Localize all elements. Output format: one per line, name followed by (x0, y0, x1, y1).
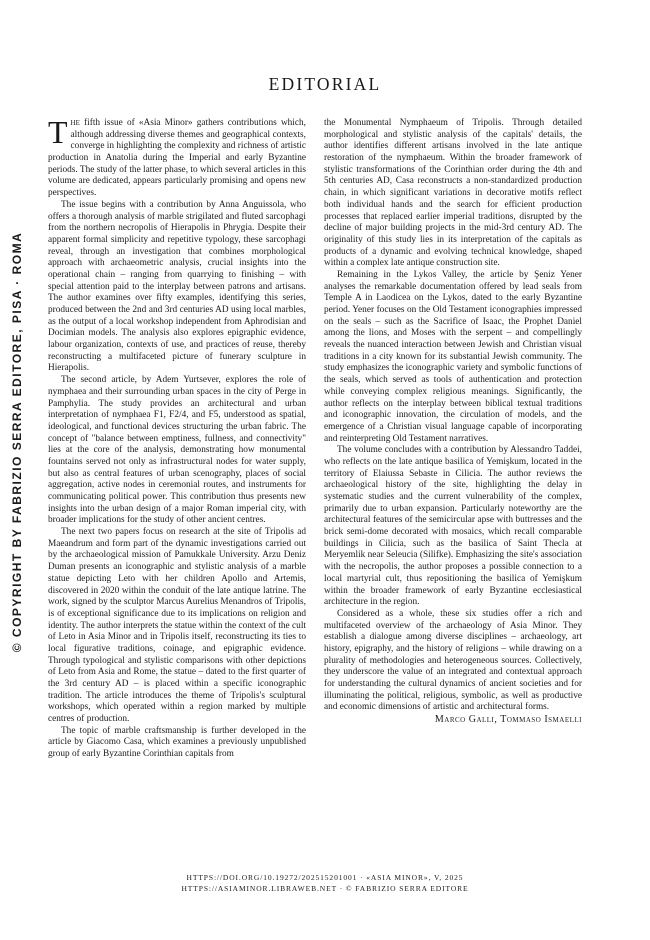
footer-website: HTTPS://ASIAMINOR.LIBRAWEB.NET · © FABRIZIO SERRA EDITORE (181, 884, 469, 893)
paragraph-casa-intro: The topic of marble craftsmanship is further developed in the article by Giacomo Casa, which examines a previously unpublished group of early Byzantine Corinthian capitals from (48, 725, 306, 760)
paragraph-yener: Remaining in the Lykos Valley, the article by Şeniz Yener analyses the remarkable documentation offered by lead seals from Temple A in Laodicea on the Lykos, dated to the early Byzantine period. Yener focuses on the Old Testament iconographies impressed on the seals – such as the Sacrifice of Isaac, the Prophet Daniel among the lions, and Moses with the serpent – and compellingly reveals the nuanced interaction between Jewish and Christian visual traditions in a city known for its substantial Jewish community. The study emphasizes the iconographic variety and symbolic functions of the seals, which served as tools of authentication and protection while conveying complex religious meanings. Significantly, the author reflects on the interplay between biblical textual traditions and iconographic innovation, the circulation of models, and the emergence of a Christian visual language capable of incorporating and reinterpreting Old Testament narratives. (324, 269, 582, 444)
footer-doi: HTTPS://DOI.ORG/10.19272/202515201001 · «ASIA MINOR», V, 2025 (186, 873, 464, 882)
left-column (48, 114, 306, 761)
intro-text: fifth issue of «Asia Minor» gathers contributions which, although addressing diverse themes and geographical contexts, converge in highlighting the complexity and richness of artistic production in Anatolia during the Imperial and early Byzantine periods. The study of the latter phase, to which several articles in this volume are dedicated, appears particularly promising and opens new perspectives. (48, 118, 306, 199)
paragraph-intro (48, 114, 306, 200)
paragraph-taddei: The volume concludes with a contribution by Alessandro Taddei, who reflects on the late antique basilica of Yemişkum, located in the territory of Elaiussa Sebaste in Cilicia. The author reviews the archaeological history of the site, highlighting the delay in systematic studies and the current vulnerability of the complex, primarily due to urban expansion. Particularly noteworthy are the architectural features of the semicircular apse with buttresses and the brick semi-dome decorated with mosaics, which recall comparable buildings in Cilicia, such as the basilica of Saint Thecla at Meryemlik near Seleucia (Silifke). Emphasizing the site's association with the necropolis, the author proposes a possible connection to a local martyrial cult, thus repositioning the basilica of Yemişkum within the broader framework of early Byzantine ecclesiastical architecture in the region. (324, 445, 582, 608)
paragraph-duman: The next two papers focus on research at the site of Tripolis ad Maeandrum and form part of the dynamic investigations carried out by the archaeological mission of Pamukkale University. Arzu Deniz Duman presents an iconographic and stylistic analysis of a marble statue depicting Leto with her children Apollo and Artemis, discovered in 2020 within the conduit of the late antique latrine. The work, signed by the sculptor Marcus Aurelius Menandros of Tripolis, is of exceptional significance due to its implications on religion and identity. The author interprets the statue within the context of the cult of Leto in Asia Minor and in Tripolis itself, reconstructing its ties to local figurative traditions, coinage, and epigraphic evidence. Through typological and stylistic comparisons with other depictions of Leto from Asia and Rome, the statue – dated to the first quarter of the 3rd century AD – is placed within a specific iconographic tradition. The article introduces the theme of Tripolis's sculptural workshops, which operated within a region marked by multiple centres of production. (48, 527, 306, 725)
paragraph-casa-cont: the Monumental Nymphaeum of Tripolis. Through detailed morphological and stylistic analysis of the capitals' details, the author identifies different artisans involved in the late antique restoration of the nymphaeum. Within the broader framework of stylistic transformations of the Corinthian order during the 4th and 5th centuries AD, Casa reconstructs a non-standardized production chain, in which significant variations in decorative motifs reflect both individual hands and the search for efficient production processes that replaced earlier imperial traditions, disrupted by the decline of major building projects in the mid-3rd century AD. The originality of this study lies in its interpretation of the capitals as products of a dynamic and evolving technical knowledge, shaped within a complex late antique construction site. (324, 118, 582, 269)
paragraph-yurtsever: The second article, by Adem Yurtsever, explores the role of nymphaea and their surrounding urban spaces in the city of Perge in Pamphylia. The study provides an architectural and urban interpretation of nymphaea F1, F2/4, and F5, understood as spatial, ideological, and functional devices structuring the urban fabric. The concept of "balance between emptiness, fullness, and connectivity" lies at the core of the analysis, demonstrating how monumental fountains served not only as infrastructural nodes for water supply, but also as central features of urban scenography, places of social aggregation, active nodes in ceremonial routes, and instruments for communicating political power. This contribution thus presents new insights into the urban design of a major Roman imperial city, with broader implications for the study of other ancient centres. (48, 375, 306, 526)
copyright-text: © COPYRIGHT BY FABRIZIO SERRA EDITORE, PISA · ROMA (10, 231, 24, 653)
editor-signature: Marco Galli, Tommaso Ismaelli (434, 714, 582, 726)
copyright-sidebar (4, 231, 30, 653)
page-title: EDITORIAL (268, 74, 382, 94)
intro-smallcaps: he (70, 118, 80, 128)
paragraph-anguissola: The issue begins with a contribution by Anna Anguissola, who offers a thorough analysis of marble strigilated and fluted sarcophagi from the northern necropolis of Hierapolis in Phrygia. Despite their apparent formal simplicity and repetitive typology, these sarcophagi reveal, through an investigation that combines morphological approach with archaeometric analysis, crucial insights into the operational chain – ranging from quarrying to finishing – with special attention paid to the interplay between patrons and artisans. The author examines over fifty examples, identifying this series, produced between the 2nd and 3rd centuries AD using local marbles, as the output of a local workshop independent from Aphrodisian and Docimian models. The analysis also explores epigraphic evidence, labour organization, contexts of use, and practices of reuse, thereby reconstructing a multifaceted picture of funerary sculpture in Hierapolis. (48, 199, 306, 374)
paragraph-conclusion: Considered as a whole, these six studies offer a rich and multifaceted overview of the archaeology of Asia Minor. They establish a dialogue among diverse disciplines – archaeology, art history, epigraphy, and the history of religions – while drawing on a plurality of methodologies and heterogeneous sources. Collectively, they underscore the value of an integrated and contextual approach for understanding the cultural dynamics of ancient societies and for illuminating the political, religious, symbolic, as well as productive and economic dimensions of artistic and architectural forms. (324, 608, 582, 713)
right-column (324, 118, 582, 726)
drop-cap: T (48, 114, 68, 150)
